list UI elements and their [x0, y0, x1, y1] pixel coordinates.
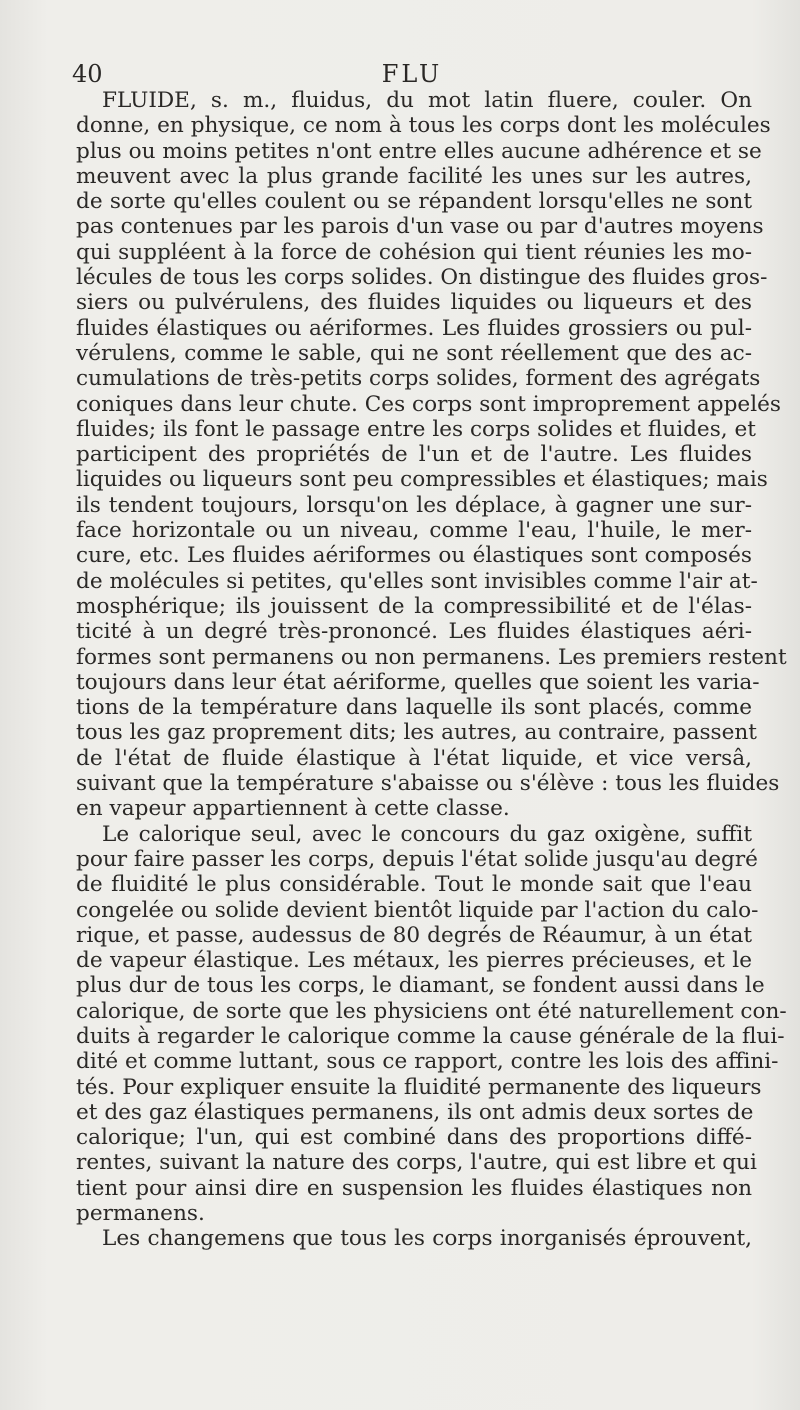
text-line: de molécules si petites, qu'elles sont invisibles comme l'air at-	[76, 568, 758, 594]
text-line: coniques dans leur chute. Ces corps sont improprement appelés	[76, 391, 781, 417]
text-line: de vapeur élastique. Les métaux, les pierres précieuses, et le	[76, 948, 752, 974]
paragraph-fluide	[76, 88, 787, 822]
text-line: tés. Pour expliquer ensuite la fluidité permanente des liqueurs	[76, 1074, 762, 1100]
text-line: siers ou pulvérulens, des fluides liquides ou liqueurs et des	[76, 290, 752, 316]
text-line: de l'état de fluide élastique à l'état liquide, et vice versâ,	[76, 745, 752, 771]
text-line: pour faire passer les corps, depuis l'état solide jusqu'au degré	[76, 846, 758, 872]
text-line: tions de la température dans laquelle ils sont placés, comme	[76, 695, 752, 721]
text-line: pas contenues par les parois d'un vase ou par d'autres moyens	[76, 214, 764, 240]
text-line: Les changemens que tous les corps inorganisés éprouvent,	[102, 1226, 752, 1252]
text-line: participent des propriétés de l'un et de l'autre. Les fluides	[76, 442, 752, 468]
text-line: rentes, suivant la nature des corps, l'autre, qui est libre et qui	[76, 1150, 757, 1176]
text-line: rique, et passe, audessus de 80 degrés de Réaumur, à un état	[76, 922, 752, 948]
text-line: mosphérique; ils jouissent de la compressibilité et de l'élas-	[76, 593, 752, 619]
text-line: face horizontale ou un niveau, comme l'eau, l'huile, le mer-	[76, 518, 752, 544]
text-line: tient pour ainsi dire en suspension les fluides élastiques non	[76, 1175, 752, 1201]
page-header	[72, 58, 752, 90]
text-line: suivant que la température s'abaisse ou s'élève : tous les fluides	[76, 771, 780, 797]
text-line: Le calorique seul, avec le concours du gaz oxigène, suffit	[102, 821, 752, 847]
body-text	[76, 88, 787, 1252]
text-line: dité et comme luttant, sous ce rapport, contre les lois des affini-	[76, 1049, 779, 1075]
text-line: ticité à un degré très-prononcé. Les fluides élastiques aéri-	[76, 619, 752, 645]
text-line: calorique; l'un, qui est combiné dans des proportions diffé-	[76, 1125, 752, 1151]
text-line: fluides; ils font le passage entre les corps solides et fluides, et	[76, 416, 756, 442]
text-line: lécules de tous les corps solides. On distingue des fluides gros-	[76, 265, 768, 291]
paragraph-changemens	[76, 1226, 752, 1251]
text-line: de fluidité le plus considérable. Tout le monde sait que l'eau	[76, 872, 752, 898]
text-line: permanens.	[76, 1201, 205, 1227]
text-line: qui suppléent à la force de cohésion qui tient réunies les mo-	[76, 239, 752, 265]
text-line: vérulens, comme le sable, qui ne sont réellement que des ac-	[76, 340, 752, 366]
text-line: ils tendent toujours, lorsqu'on les déplace, à gagner une sur-	[76, 492, 752, 518]
text-line: meuvent avec la plus grande facilité les unes sur les autres,	[76, 163, 752, 189]
text-line: plus ou moins petites n'ont entre elles aucune adhérence et se	[76, 138, 762, 164]
text-line: plus dur de tous les corps, le diamant, se fondent aussi dans le	[76, 973, 765, 999]
text-line: congelée ou solide devient bientôt liquide par l'action du calo-	[76, 897, 759, 923]
text-line: toujours dans leur état aériforme, quelles que soient les varia-	[76, 669, 760, 695]
text-line: donne, en physique, ce nom à tous les corps dont les molécules	[76, 113, 771, 139]
text-line: liquides ou liqueurs sont peu compressibles et élastiques; mais	[76, 467, 768, 493]
text-line: de sorte qu'elles coulent ou se répandent lorsqu'elles ne sont	[76, 189, 752, 215]
text-line: cumulations de très-petits corps solides, forment des agrégats	[76, 366, 761, 392]
text-line: tous les gaz proprement dits; les autres, au contraire, passent	[76, 720, 757, 746]
text-line: fluides élastiques ou aériformes. Les fluides grossiers ou pul-	[76, 315, 752, 341]
paragraph-calorique	[76, 821, 787, 1227]
text-line: en vapeur appartiennent à cette classe.	[76, 796, 510, 822]
text-line: duits à regarder le calorique comme la cause générale de la flui-	[76, 1023, 785, 1049]
text-line: FLUIDE, s. m., fluidus, du mot latin fluere, couler. On	[102, 88, 752, 113]
text-line: cure, etc. Les fluides aériformes ou élastiques sont composés	[76, 543, 752, 569]
text-line: formes sont permanens ou non permanens. Les premiers restent	[76, 644, 787, 670]
text-line: et des gaz élastiques permanens, ils ont admis deux sortes de	[76, 1099, 754, 1125]
running-head: FLU	[381, 60, 443, 88]
page-number: 40	[72, 60, 103, 88]
text-line: calorique, de sorte que les physiciens ont été naturellement con-	[76, 998, 787, 1024]
